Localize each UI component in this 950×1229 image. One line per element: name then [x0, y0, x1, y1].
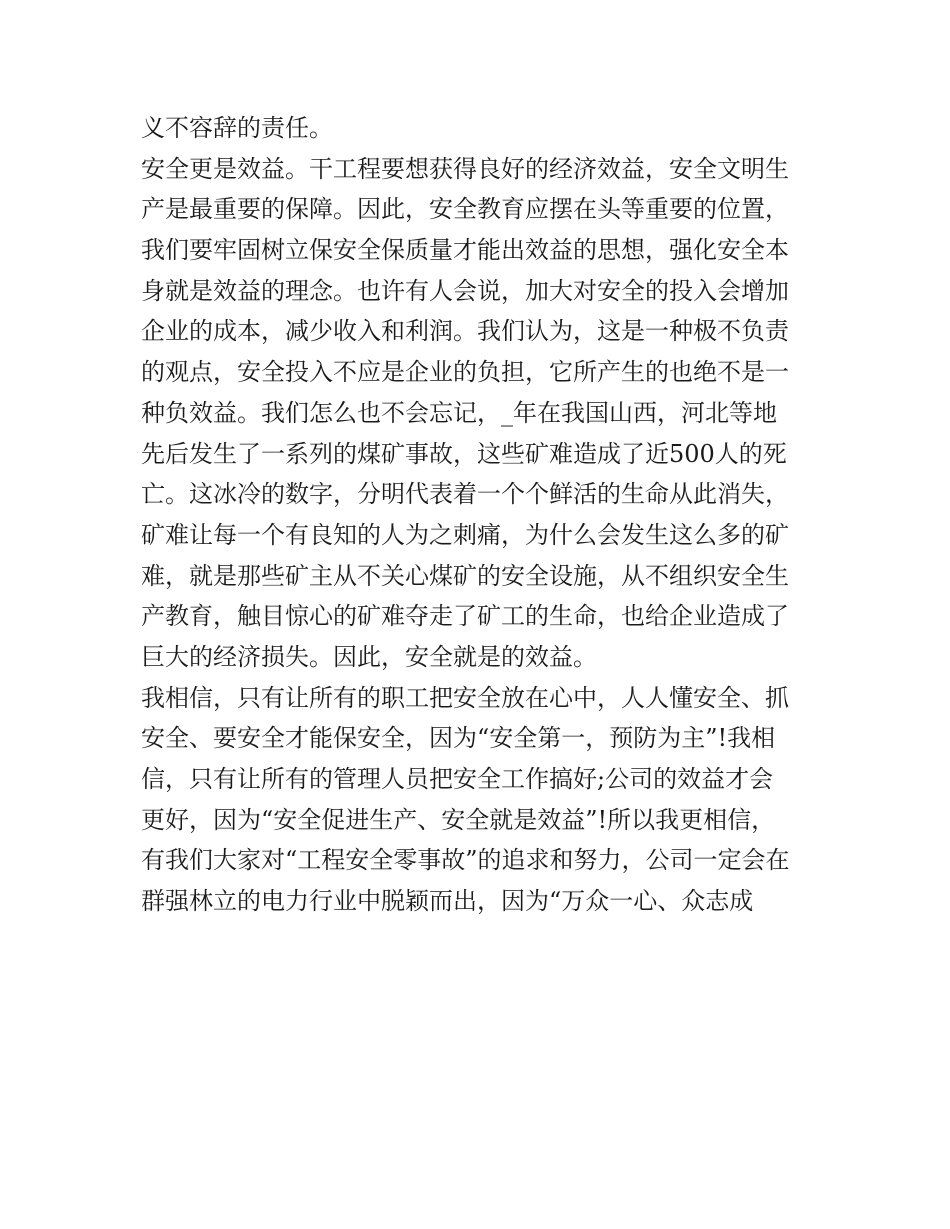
- text-line: 我相信，只有让所有的职工把安全放在心中，人人懂安全、抓: [141, 683, 789, 712]
- text-line: 种负效益。我们怎么也不会忘记，_年在我国山西，河北等地: [141, 398, 777, 427]
- text-line: 信，只有让所有的管理人员把安全工作搞好;公司的效益才会: [141, 765, 774, 793]
- text-line: 难，就是那些矿主从不关心煤矿的安全设施，从不组织安全生: [141, 561, 789, 590]
- text-line: 安全更是效益。干工程要想获得良好的经济效益，安全文明生: [141, 154, 789, 183]
- text-line: 有我们大家对“工程安全零事故”的追求和努力，公司一定会在: [141, 846, 790, 875]
- text-line: 亡。这冰冷的数字，分明代表着一个个鲜活的生命从此消失，: [141, 480, 789, 509]
- text-line: 身就是效益的理念。也许有人会说，加大对安全的投入会增加: [141, 276, 789, 305]
- text-line: 先后发生了一系列的煤矿事故，这些矿难造成了近500人的死: [141, 439, 787, 468]
- text-line: 更好，因为“安全促进生产、安全就是效益”!所以我更相信，: [141, 805, 776, 834]
- text-line: 的观点，安全投入不应是企业的负担，它所产生的也绝不是一: [141, 358, 789, 387]
- text-line: 产是最重要的保障。因此，安全教育应摆在头等重要的位置，: [141, 195, 789, 224]
- text-line: 安全、要安全才能保安全，因为“安全第一，预防为主”!我相: [141, 724, 776, 753]
- text-line: 群强林立的电力行业中脱颖而出，因为“万众一心、众志成: [141, 887, 754, 916]
- text-line: 义不容辞的责任。: [141, 114, 333, 142]
- text-line: 我们要牢固树立保安全保质量才能出效益的思想，强化安全本: [141, 236, 789, 265]
- body-text: [141, 108, 821, 922]
- text-line: 产教育，触目惊心的矿难夺走了矿工的生命，也给企业造成了: [141, 602, 789, 631]
- text-line: 巨大的经济损失。因此，安全就是的效益。: [141, 642, 597, 671]
- text-line: 矿难让每一个有良知的人为之刺痛，为什么会发生这么多的矿: [141, 520, 789, 549]
- text-line: 企业的成本，减少收入和利润。我们认为，这是一种极不负责: [141, 317, 789, 346]
